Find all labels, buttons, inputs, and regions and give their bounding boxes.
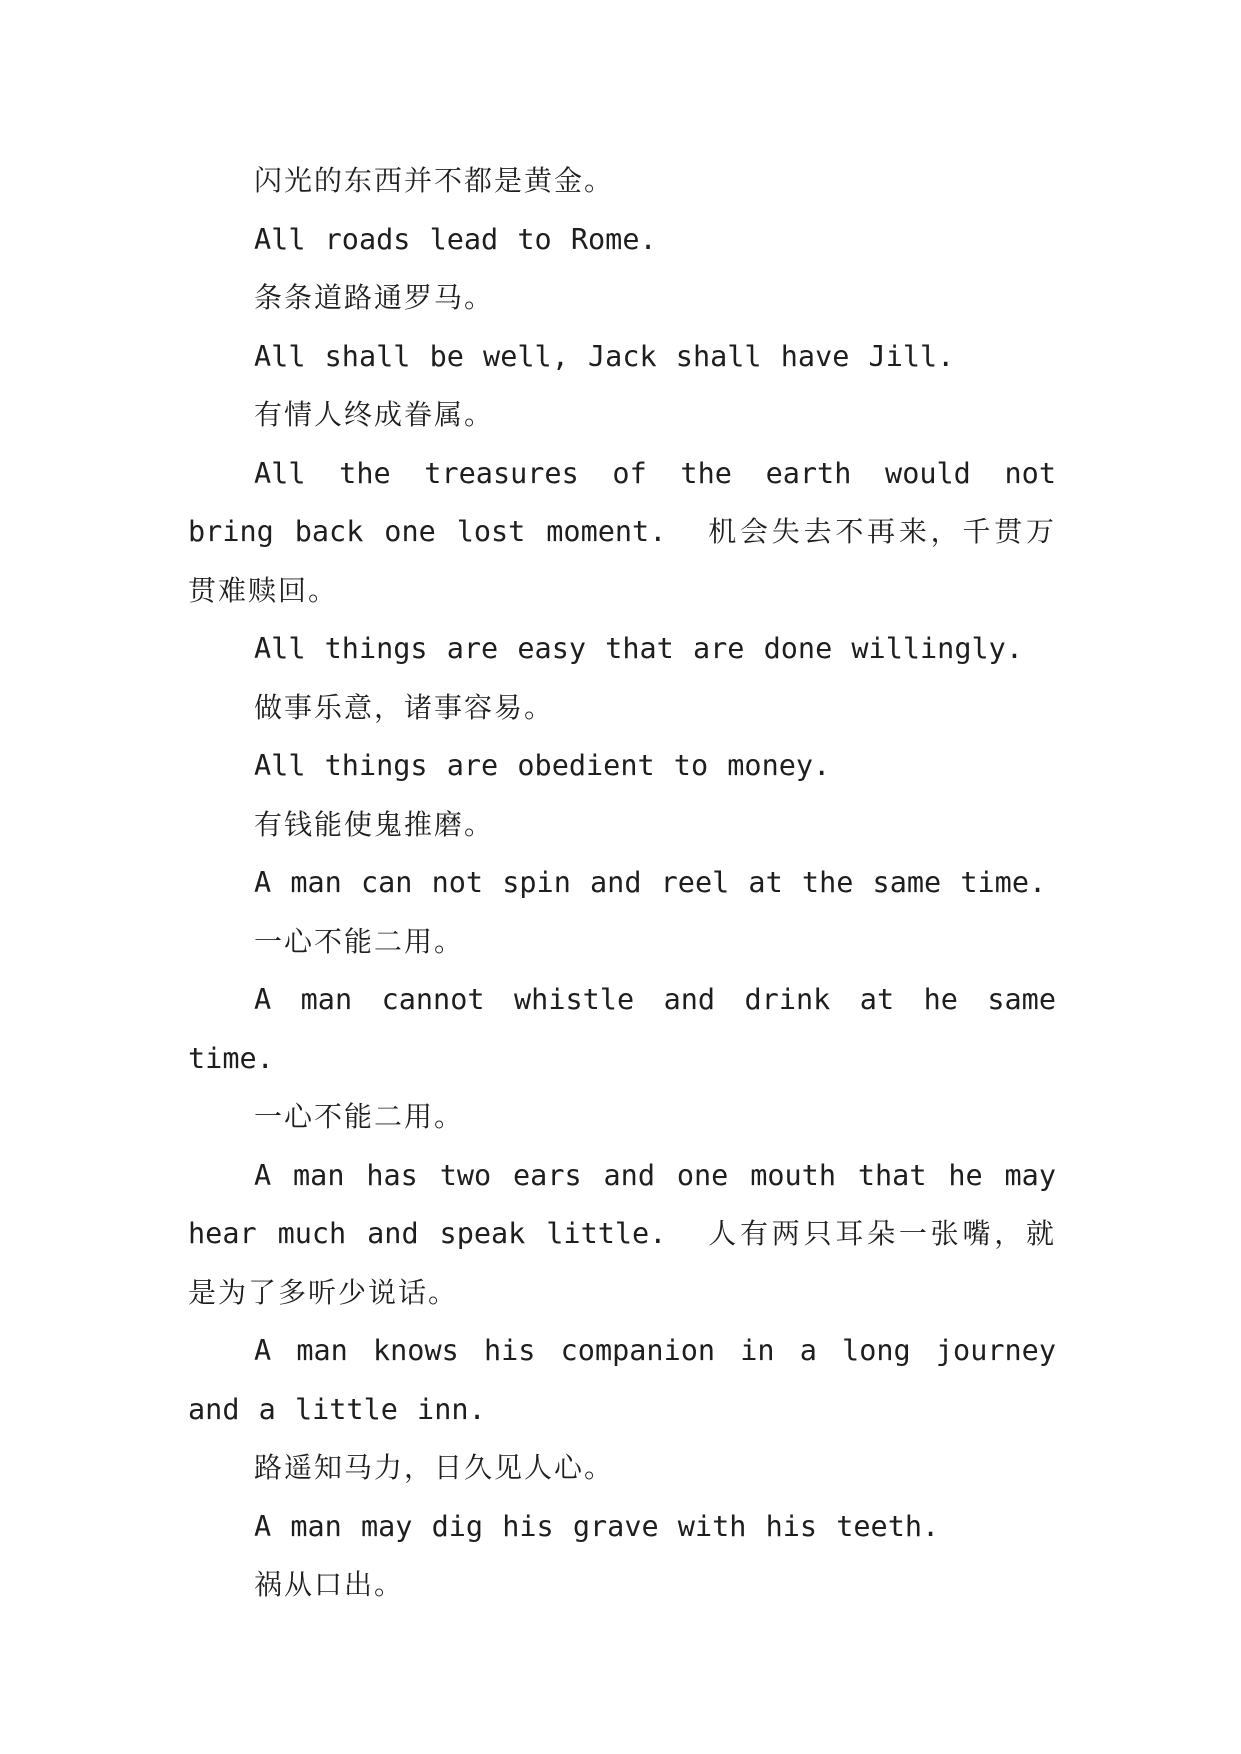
paragraph-18: A man may dig his grave with his teeth. xyxy=(254,1509,940,1543)
paragraph-17: 路遥知马力，日久见人心。 xyxy=(254,1451,615,1484)
paragraph-10: 有钱能使鬼推磨。 xyxy=(254,807,495,841)
paragraph-8: 做事乐意，诸事容易。 xyxy=(254,690,555,724)
paragraph-6-english: All the treasures of the earth would not bring back one lost moment. xyxy=(188,456,1056,548)
paragraph-13: A man cannot whistle and drink at he same time. xyxy=(188,983,1056,1075)
document-body xyxy=(188,152,1056,1615)
paragraph-15-chinese: 人有两只耳朵一张嘴，就是为了多听少说话。 xyxy=(188,1217,1056,1309)
paragraph-11: A man can not spin and reel at the same time. xyxy=(254,866,1047,899)
paragraph-4: All shall be well, Jack shall have Jill. xyxy=(254,339,955,373)
paragraph-15-english: A man has two ears and one mouth that he may hear much and speak little. xyxy=(188,1158,1056,1250)
paragraph-14: 一心不能二用。 xyxy=(254,1100,465,1133)
paragraph-12: 一心不能二用。 xyxy=(254,924,465,958)
paragraph-7: All things are easy that are done willingly. xyxy=(254,632,1023,665)
paragraph-6 xyxy=(188,445,1056,621)
paragraph-1: 闪光的东西并不都是黄金。 xyxy=(254,164,615,197)
paragraph-15 xyxy=(188,1147,1056,1323)
paragraph-16: A man knows his companion in a long journey and a little inn. xyxy=(188,1334,1056,1426)
paragraph-2: All roads lead to Rome. xyxy=(254,222,657,256)
paragraph-9: All things are obedient to money. xyxy=(254,749,831,782)
paragraph-5: 有情人终成眷属。 xyxy=(254,398,495,431)
paragraph-19: 祸从口出。 xyxy=(254,1568,405,1601)
paragraph-6-chinese: 机会失去不再来，千贯万贯难赎回。 xyxy=(188,515,1056,607)
paragraph-3: 条条道路通罗马。 xyxy=(254,281,495,314)
